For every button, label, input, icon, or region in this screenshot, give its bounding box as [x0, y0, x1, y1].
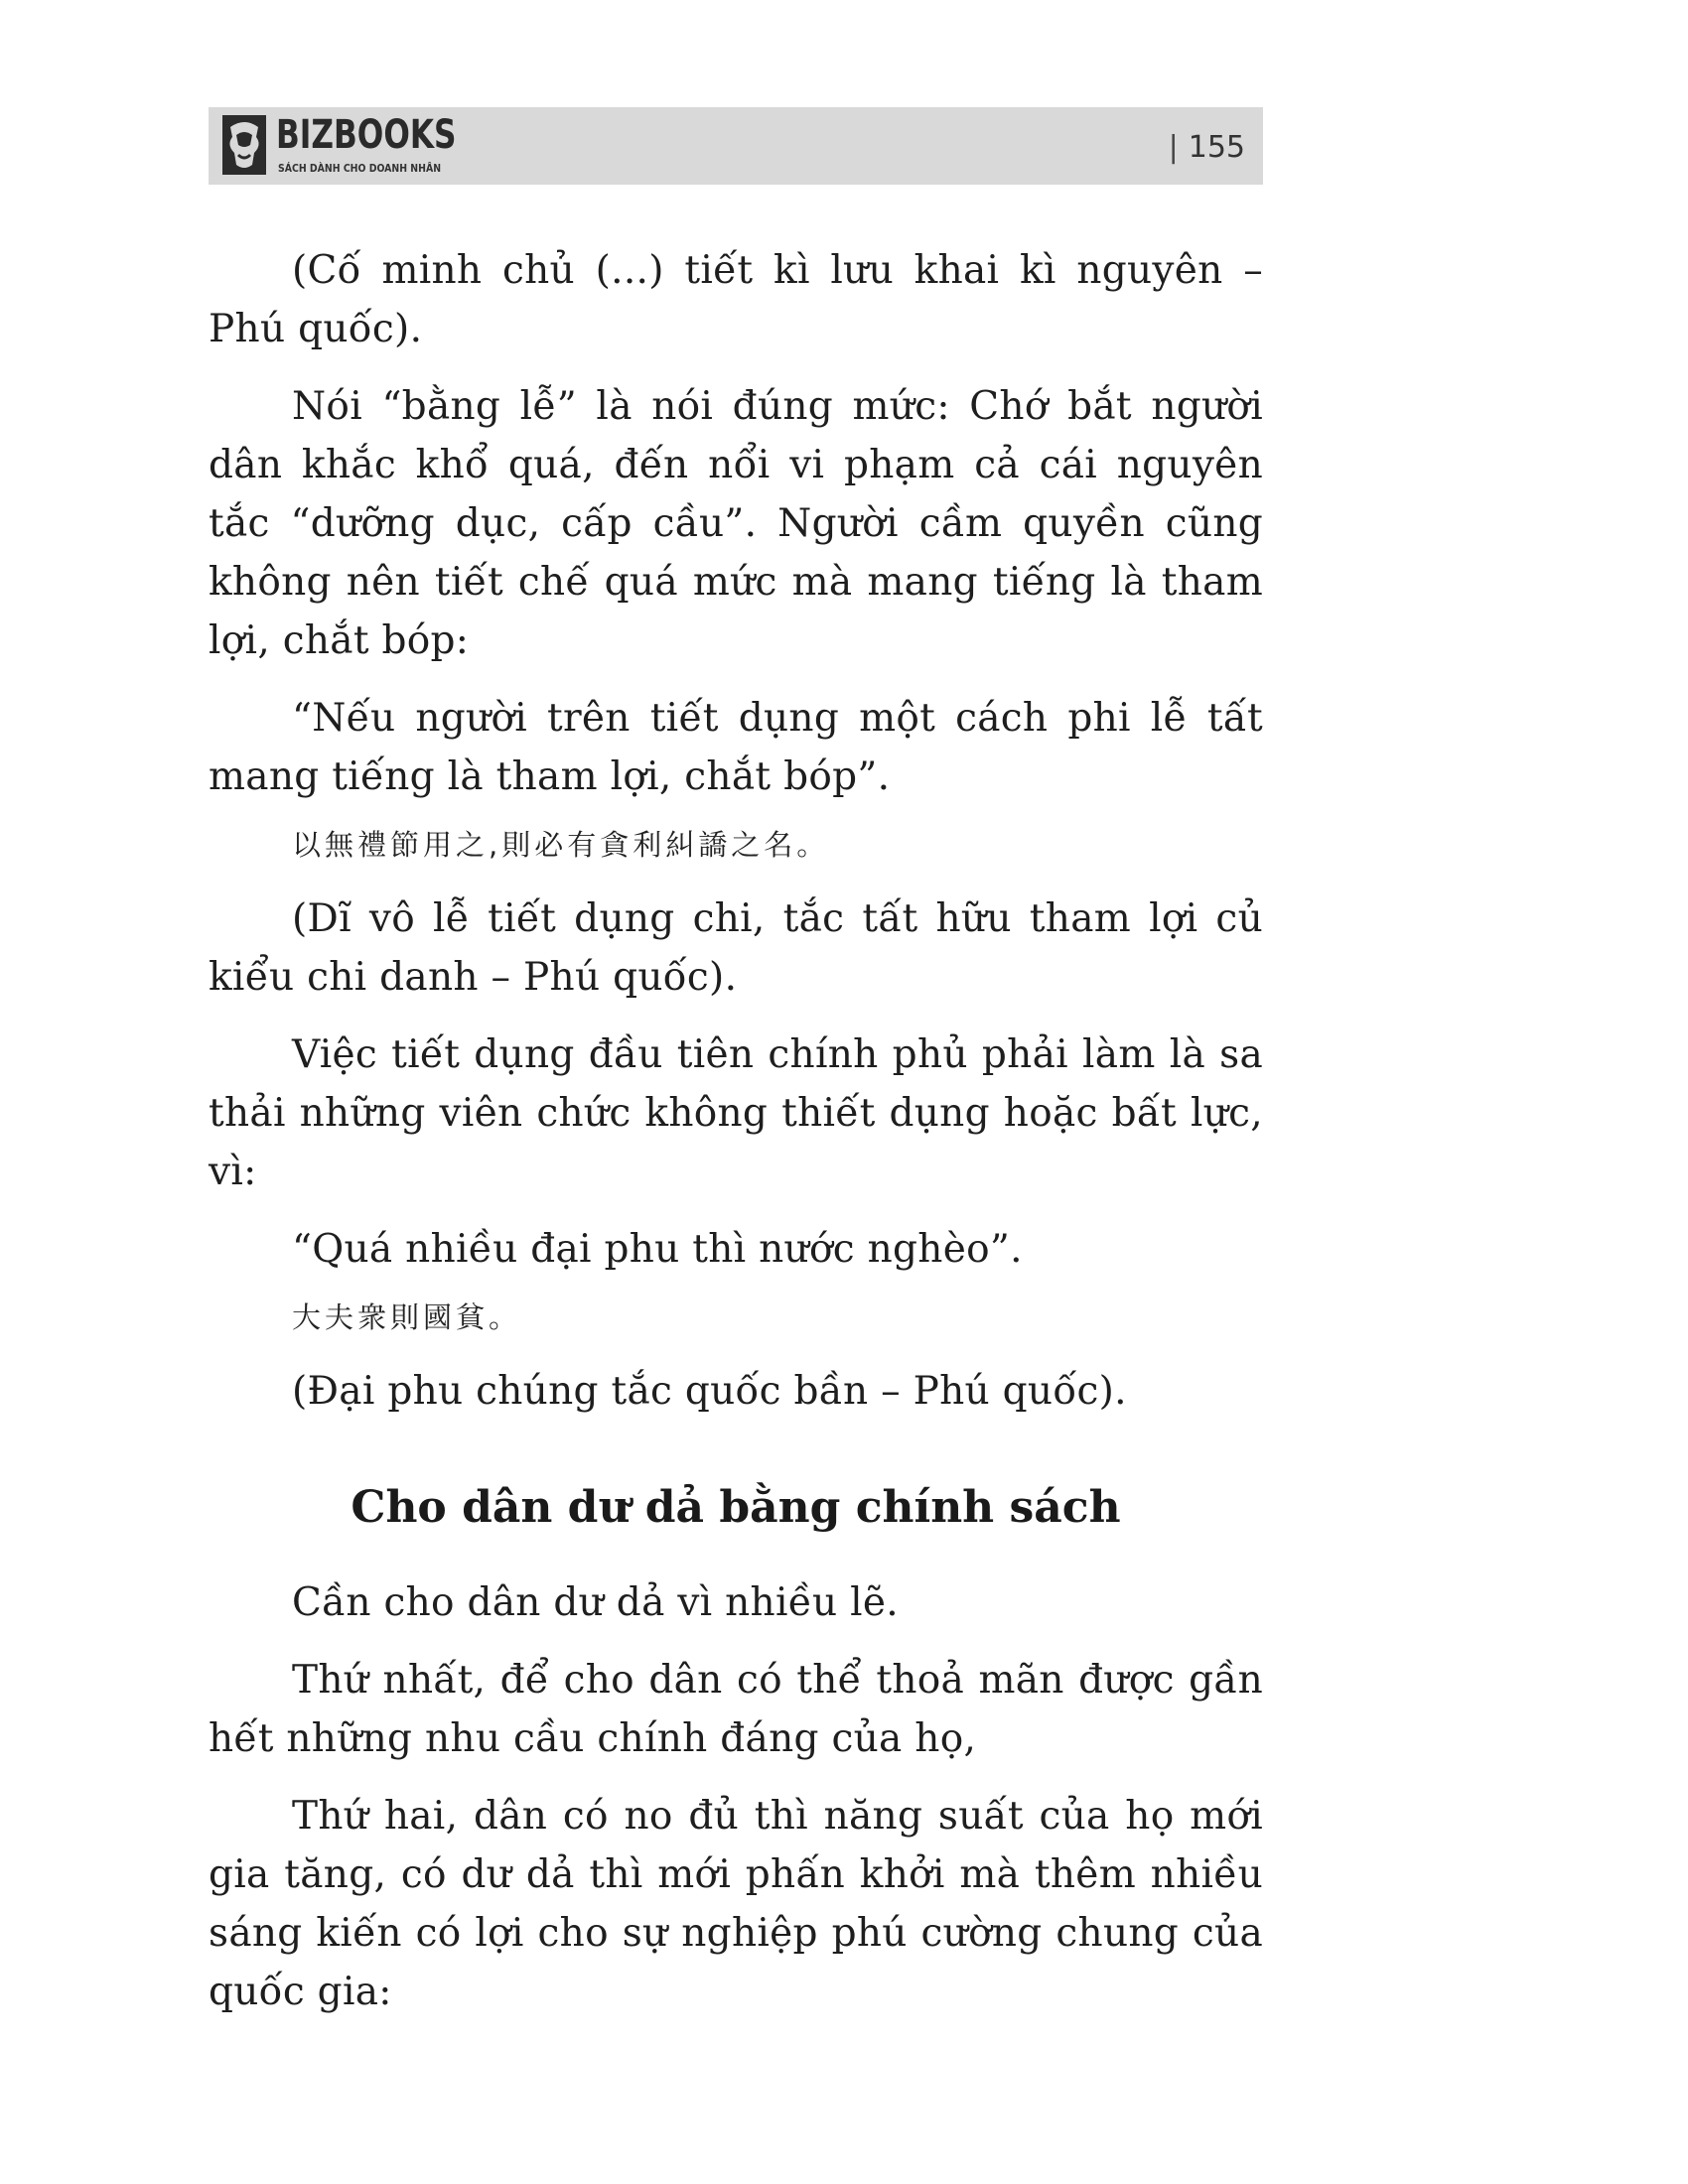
- paragraph: Nói “bằng lễ” là nói đúng mức: Chớ bắt người dân khắc khổ quá, đến nổi vi phạm cả cái nguyên tắc “dưỡng dục, cấp cầu”. Người cầm quyền cũng không nên tiết chế quá mức mà mang tiếng là tham lợi, chắt bóp:: [209, 384, 1263, 663]
- quote-paragraph: “Nếu người trên tiết dụng một cách phi lễ tất mang tiếng là tham lợi, chắt bóp”.: [209, 696, 1263, 799]
- page-body: [209, 241, 1263, 2040]
- page-header: [209, 107, 1263, 185]
- chinese-quote: 大夫衆則國貧。: [292, 1300, 522, 1334]
- paragraph: Cần cho dân dư dả vì nhiều lẽ.: [292, 1580, 899, 1625]
- paragraph: Thứ hai, dân có no đủ thì năng suất của họ mới gia tăng, có dư dả thì mới phấn khởi mà thêm nhiều sáng kiến có lợi cho sự nghiệp phú cường chung của quốc gia:: [209, 1794, 1263, 2014]
- section-heading: Cho dân dư dả bằng chính sách: [351, 1482, 1121, 1533]
- chinese-quote: 以無禮節用之,則必有貪利糾譑之名。: [292, 828, 830, 862]
- quote-paragraph: “Quá nhiều đại phu thì nước nghèo”.: [292, 1227, 1023, 1272]
- paragraph: Việc tiết dụng đầu tiên chính phủ phải làm là sa thải những viên chức không thiết dụng hoặc bất lực, vì:: [209, 1032, 1263, 1194]
- paragraph: Thứ nhất, để cho dân có thể thoả mãn được gần hết những nhu cầu chính đáng của họ,: [209, 1658, 1263, 1761]
- brand-name: BIZBOOKS: [276, 112, 457, 158]
- page-number-value: 155: [1188, 130, 1245, 165]
- paragraph: (Dĩ vô lễ tiết dụng chi, tắc tất hữu tham lợi củ kiểu chi danh – Phú quốc).: [209, 896, 1263, 1000]
- bizbooks-lion-logo-icon: [222, 115, 266, 175]
- brand-tagline: SÁCH DÀNH CHO DOANH NHÂN: [278, 162, 442, 175]
- paragraph: (Đại phu chúng tắc quốc bần – Phú quốc).: [292, 1369, 1127, 1414]
- page-number: | 155: [1168, 130, 1245, 165]
- paragraph: (Cố minh chủ (...) tiết kì lưu khai kì nguyên – Phú quốc).: [209, 248, 1263, 351]
